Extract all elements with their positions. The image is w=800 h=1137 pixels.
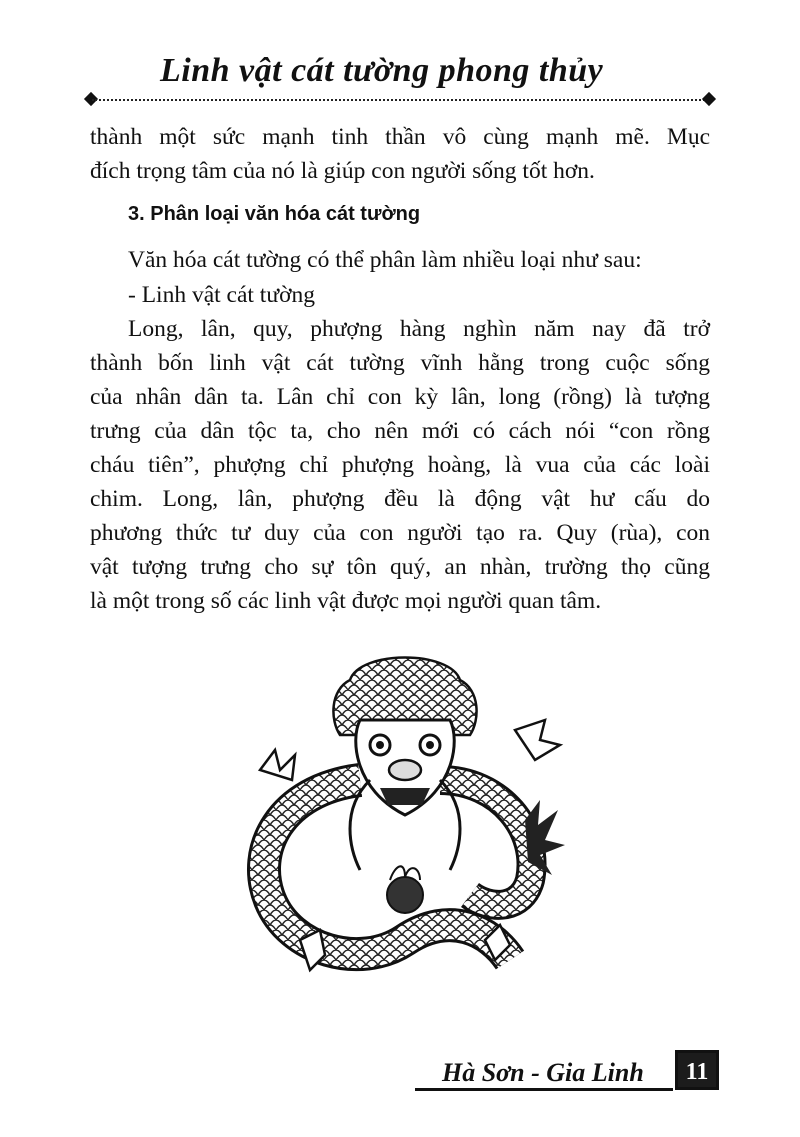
paragraph-line-9: là một trong số các linh vật được mọi người quan tâm.	[90, 588, 602, 614]
section-title: 3. Phân loại văn hóa cát tường	[128, 203, 421, 225]
paragraph-line-5: cháu tiên”, phượng chỉ phượng hoàng, là vua của các loài	[90, 452, 710, 478]
intro-line-2: đích trọng tâm của nó là giúp con người sống tốt hơn.	[90, 158, 595, 184]
paragraph-line-1: Long, lân, quy, phượng hàng nghìn năm nay đã trở	[128, 316, 710, 342]
page-number: 11	[675, 1050, 719, 1090]
paragraph-line-7: phương thức tư duy của con người tạo ra. Quy (rùa), con	[90, 520, 710, 546]
header-dotted-rule	[92, 99, 708, 101]
footer-rule	[415, 1088, 673, 1091]
header-diamond-right	[702, 92, 716, 106]
intro-line-1: thành một sức mạnh tinh thần vô cùng mạnh mẽ. Mục	[90, 124, 710, 150]
paragraph-line-8: vật tượng trưng cho sự tôn quý, an nhàn, trường thọ cũng	[90, 554, 710, 580]
footer-author: Hà Sơn - Gia Linh	[442, 1058, 644, 1087]
running-title: Linh vật cát tường phong thủy	[160, 52, 604, 89]
paragraph-line-4: trưng của dân tộc ta, cho nên mới có cách nói “con rồng	[90, 418, 710, 444]
paragraph-line-3: của nhân dân ta. Lân chỉ con kỳ lân, long (rồng) là tượng	[90, 384, 710, 410]
lead-line: Văn hóa cát tường có thể phân làm nhiều loại như sau:	[128, 247, 642, 273]
dragon-illustration	[240, 640, 570, 990]
paragraph-line-6: chim. Long, lân, phượng đều là động vật hư cấu do	[90, 486, 710, 512]
list-item-linh-vat: - Linh vật cát tường	[128, 282, 316, 308]
paragraph-line-2: thành bốn linh vật cát tường vĩnh hằng trong cuộc sống	[90, 350, 710, 376]
